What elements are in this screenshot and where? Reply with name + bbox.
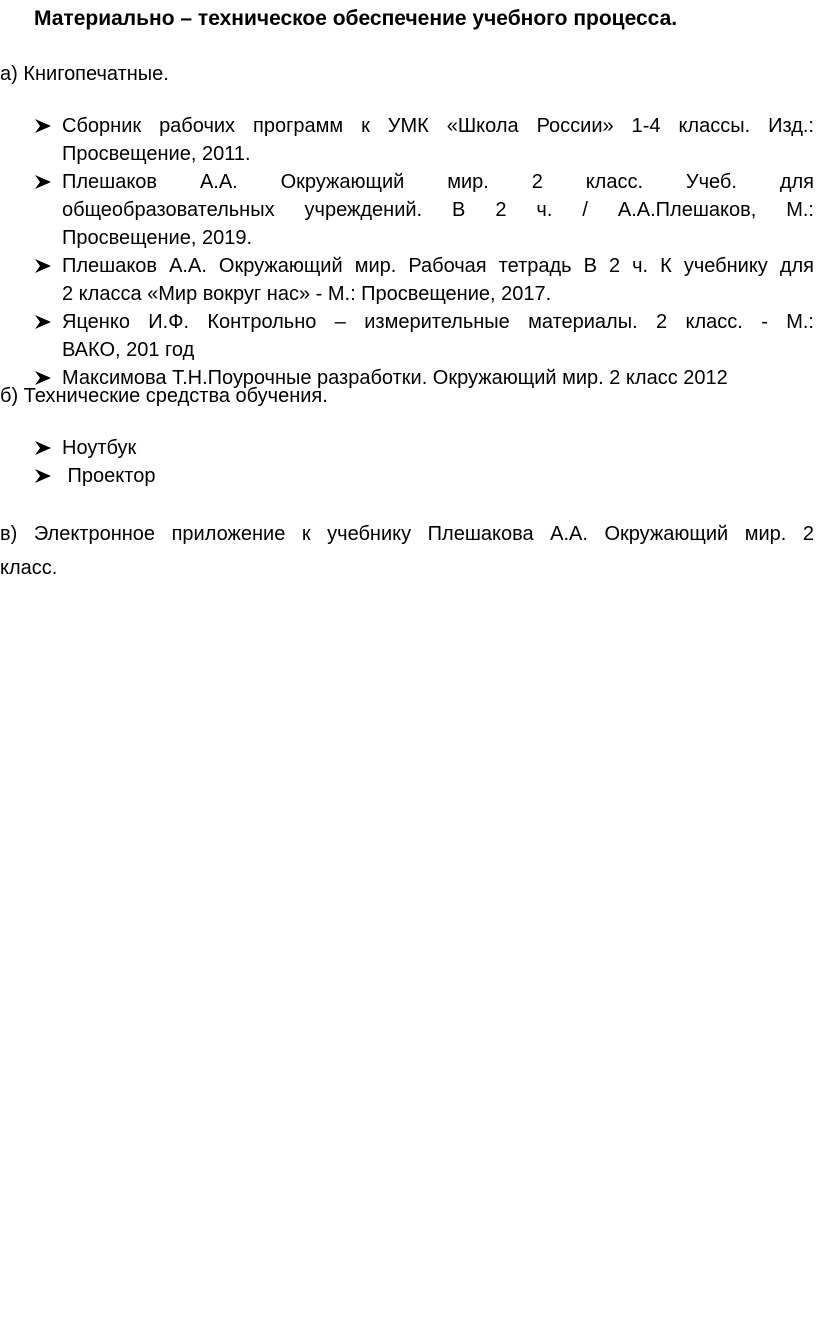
section-a-list [0, 112, 816, 392]
section-b-heading: б) Технические средства обучения. [0, 385, 328, 407]
list-item-line: Яценко И.Ф. Контрольно – измерительные материалы. 2 класс. - М.: [62, 311, 814, 333]
list-item-line: Проектор [62, 465, 156, 487]
list-item [0, 462, 816, 490]
page-title: Материально – техническое обеспечение учебного процесса. [34, 7, 678, 30]
arrowhead-bullet-icon [34, 112, 56, 140]
arrowhead-bullet-icon [34, 308, 56, 336]
list-item-line: Плешаков А.А. Окружающий мир. Рабочая тетрадь В 2 ч. К учебнику для [62, 255, 814, 277]
list-item-line: Просвещение, 2019. [62, 227, 252, 249]
arrowhead-bullet-icon [34, 252, 56, 280]
arrowhead-bullet-icon [34, 168, 56, 196]
list-item [0, 434, 816, 462]
list-item [0, 168, 816, 252]
list-item-line: ВАКО, 201 год [62, 339, 195, 361]
section-b-list [0, 434, 816, 490]
list-item-line: 2 класса «Мир вокруг нас» - М.: Просвещение, 2017. [62, 283, 552, 305]
paragraph-line: в) Электронное приложение к учебнику Плешакова А.А. Окружающий мир. 2 [0, 523, 814, 545]
list-item [0, 112, 816, 168]
list-item-line: Ноутбук [62, 437, 137, 459]
arrowhead-bullet-icon [34, 434, 56, 462]
section-c-paragraph [0, 520, 814, 582]
list-item-line: Плешаков А.А. Окружающий мир. 2 класс. Учеб. для [62, 171, 814, 193]
list-item-line: Просвещение, 2011. [62, 143, 251, 165]
paragraph-line: класс. [0, 557, 58, 579]
section-a-heading: а) Книгопечатные. [0, 63, 169, 85]
list-item-line: общеобразовательных учреждений. В 2 ч. / А.А.Плешаков, М.: [62, 199, 814, 221]
list-item [0, 252, 816, 308]
arrowhead-bullet-icon [34, 462, 56, 490]
list-item-line: Максимова Т.Н.Поурочные разработки. Окружающий мир. 2 класс 2012 [62, 367, 728, 389]
list-item [0, 308, 816, 364]
list-item-line: Сборник рабочих программ к УМК «Школа России» 1-4 классы. Изд.: [62, 115, 814, 137]
